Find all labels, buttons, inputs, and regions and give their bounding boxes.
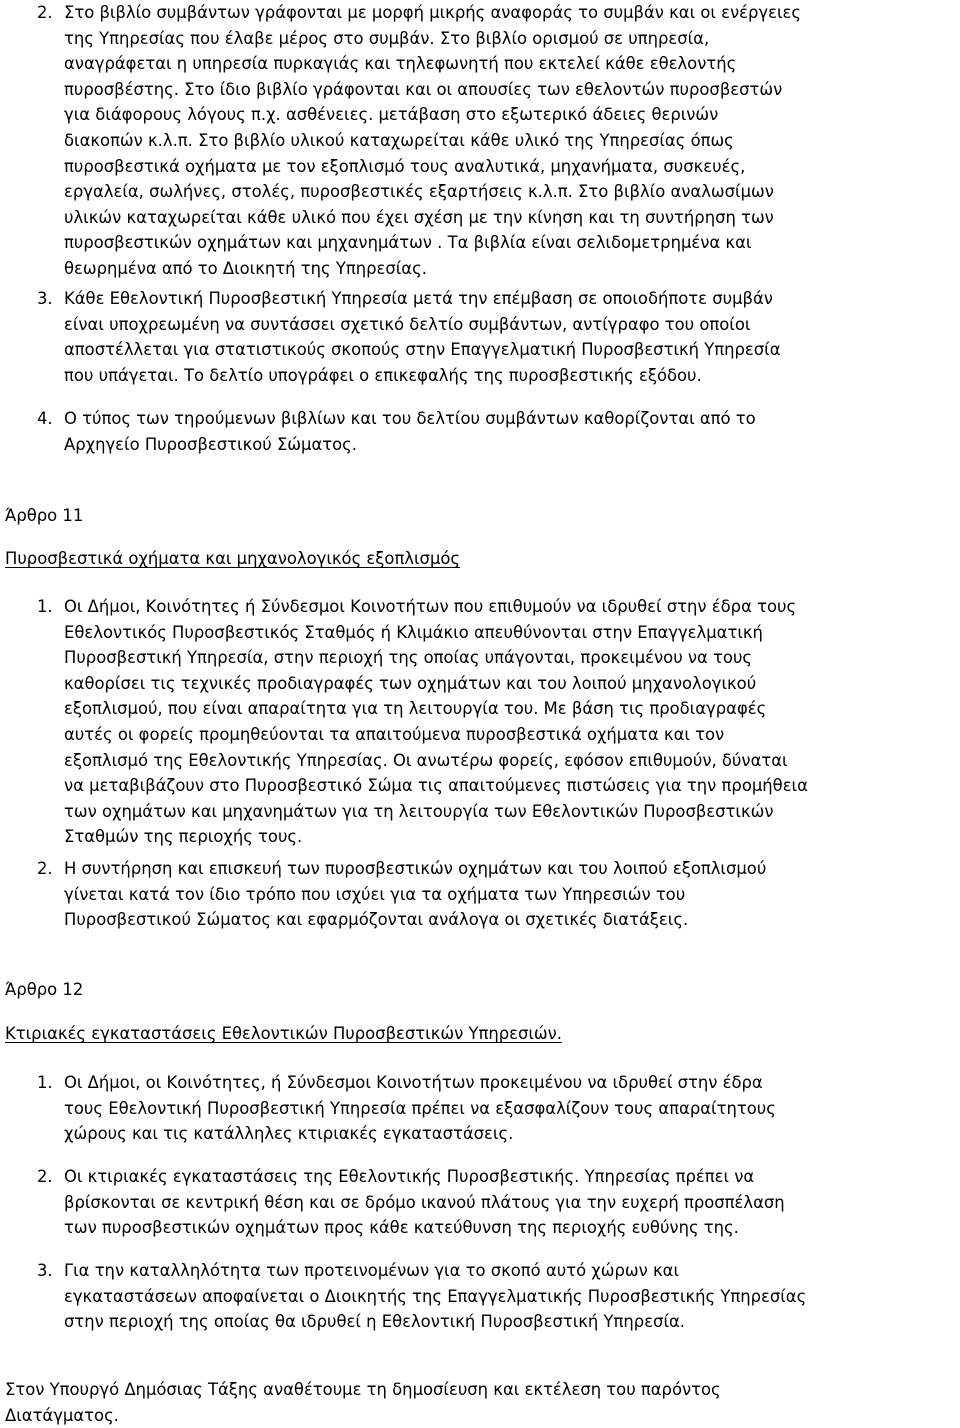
item-number: 4. [37, 409, 53, 428]
text-line: πυροσβέστης. Στο ίδιο βιβλίο γράφονται και οι απουσίες των εθελοντών πυροσβεστών [64, 79, 783, 99]
text-line: των πυροσβεστικών οχημάτων προς κάθε κατεύθυνση της περιοχής ευθύνης της. [64, 1218, 739, 1238]
text-line: είναι υποχρεωμένη να συντάσσει σχετικό δελτίο συμβάντων, αντίγραφο του οποίοι [64, 314, 751, 334]
text-line: αναγράφεται η υπηρεσία πυρκαγιάς και τηλεφωνητή που εκτελεί κάθε εθελοντής [64, 54, 737, 74]
text-line: αποστέλλεται για στατιστικούς σκοπούς στην Επαγγελματική Πυροσβεστική Υπηρεσία [64, 340, 781, 360]
article-11-heading: Άρθρο 11 [5, 506, 84, 525]
text-line: Πυροσβεστικού Σώματος και εφαρμόζονται ανάλογα οι σχετικές διατάξεις. [64, 910, 689, 930]
text-line: Οι Δήμοι, Κοινότητες ή Σύνδεσμοι Κοινοτήτων που επιθυμούν να ιδρυθεί στην έδρα τους [64, 597, 797, 616]
article-12-item-1 [37, 1070, 957, 1147]
intro-item-2 [37, 0, 957, 282]
text-line: που υπάγεται. Το δελτίο υπογράφει ο επικεφαλής της πυροσβεστικής εξόδου. [64, 365, 702, 385]
text-line: Οι κτιριακές εγκαταστάσεις της Εθελοντικής Πυροσβεστικής. Υπηρεσίας πρέπει να [64, 1167, 755, 1186]
text-line: χώρους και τις κατάλληλες κτιριακές εγκαταστάσεις. [64, 1124, 514, 1144]
item-number: 1. [37, 1073, 53, 1092]
text-line: εργαλεία, σωλήνες, στολές, πυροσβεστικές εξαρτήσεις κ.λ.π. Στο βιβλίο αναλωσίμων [64, 182, 774, 202]
text-line: Ο τύπος των τηρούμενων βιβλίων και του δελτίου συμβάντων καθορίζονται από το [64, 409, 756, 428]
article-12-heading: Άρθρο 12 [5, 980, 84, 999]
text-line: Πυροσβεστική Υπηρεσία, στην περιοχή της οποίας υπάγονται, προκειμένου να τους [64, 648, 753, 668]
article-11-item-2 [37, 856, 957, 933]
item-text [64, 1070, 957, 1147]
closing-statement [5, 1377, 855, 1428]
item-text [64, 406, 957, 457]
text-line: καθορίσει τις τεχνικές προδιαγραφές των οχημάτων και του λοιπού μηχανολογικού [64, 673, 757, 693]
item-number: 2. [37, 859, 53, 878]
text-line: εγκαταστάσεων αποφαίνεται ο Διοικητής της Επαγγελματικής Πυροσβεστικής Υπηρεσίας [64, 1286, 807, 1306]
item-text [64, 594, 957, 850]
item-text [64, 1258, 957, 1335]
item-number: 2. [37, 1167, 53, 1186]
item-number: 1. [37, 597, 53, 616]
article-11-item-1 [37, 594, 957, 850]
text-line: υλικών καταχωρείται κάθε υλικό που έχει σχέση με την κίνηση και τη συντήρηση των [64, 207, 774, 227]
text-line: Οι Δήμοι, οι Κοινότητες, ή Σύνδεσμοι Κοινοτήτων προκειμένου να ιδρυθεί στην έδρα [64, 1073, 763, 1092]
article-12-item-2 [37, 1164, 957, 1241]
text-line: για διάφορους λόγους π.χ. ασθένειες. μετάβαση στο εξωτερικό άδειες θερινών [64, 105, 719, 125]
text-line: τους Εθελοντική Πυροσβεστική Υπηρεσία πρέπει να εξασφαλίζουν τους απαραίτητους [64, 1098, 776, 1118]
text-line: Εθελοντικός Πυροσβεστικός Σταθμός ή Κλιμάκιο απευθύνονται στην Επαγγελματική [64, 622, 763, 642]
item-number: 2. [37, 3, 53, 22]
intro-item-4 [37, 406, 957, 457]
text-line: να μεταβιβάζουν στο Πυροσβεστικό Σώμα τις απαιτούμενες πιστώσεις για την προμήθεια [64, 776, 808, 796]
article-11-subtitle: Πυροσβεστικά οχήματα και μηχανολογικός εξοπλισμός [5, 549, 461, 568]
text-line: της Υπηρεσίας που έλαβε μέρος στο συμβάν. Στο βιβλίο ορισμού σε υπηρεσία, [64, 28, 710, 48]
text-line: Η συντήρηση και επισκευή των πυροσβεστικών οχημάτων και του λοιπού εξοπλισμού [64, 859, 767, 878]
text-line: Κάθε Εθελοντική Πυροσβεστική Υπηρεσία μετά την επέμβαση σε οποιοδήποτε συμβάν [64, 289, 773, 308]
text-line: Διατάγματος. [5, 1405, 119, 1425]
text-line: διακοπών κ.λ.π. Στο βιβλίο υλικού καταχωρείται κάθε υλικό της Υπηρεσίας όπως [64, 130, 734, 150]
text-line: αυτές οι φορείς προμηθεύονται τα απαιτούμενα πυροσβεστικά οχήματα και τον [64, 724, 725, 744]
text-line: γίνεται κατά τον ίδιο τρόπο που ισχύει για τα οχήματα των Υπηρεσιών του [64, 884, 686, 904]
item-text [64, 856, 957, 933]
item-text [64, 286, 957, 388]
item-text [64, 0, 957, 282]
item-text [64, 1164, 957, 1241]
item-number: 3. [37, 1261, 53, 1280]
text-line: θεωρημένα από το Διοικητή της Υπηρεσίας. [64, 258, 427, 278]
intro-item-3 [37, 286, 957, 388]
text-line: εξοπλισμού, που είναι απαραίτητα για τη λειτουργία του. Με βάση τις προδιαγραφές [64, 699, 767, 719]
text-line: Σταθμών της περιοχής τους. [64, 827, 303, 847]
item-number: 3. [37, 289, 53, 308]
article-12-item-3 [37, 1258, 957, 1335]
text-line: Για την καταλληλότητα των προτεινομένων για το σκοπό αυτό χώρων και [64, 1261, 680, 1280]
text-line: βρίσκονται σε κεντρική θέση και σε δρόμο ικανού πλάτους για την ευχερή προσπέλαση [64, 1192, 785, 1212]
article-12-subtitle: Κτιριακές εγκαταστάσεις Εθελοντικών Πυροσβεστικών Υπηρεσιών. [5, 1024, 563, 1043]
text-line: Στον Υπουργό Δημόσιας Τάξης αναθέτουμε τη δημοσίευση και εκτέλεση του παρόντος [5, 1380, 721, 1399]
text-line: Στο βιβλίο συμβάντων γράφονται με μορφή μικρής αναφοράς το συμβάν και οι ενέργειες [64, 3, 802, 22]
text-line: πυροσβεστικών οχημάτων και μηχανημάτων . Τα βιβλία είναι σελιδομετρημένα και [64, 233, 752, 253]
text-line: Αρχηγείο Πυροσβεστικού Σώματος. [64, 434, 357, 454]
text-line: των οχημάτων και μηχανημάτων για τη λειτουργία των Εθελοντικών Πυροσβεστικών [64, 801, 774, 821]
text-line: στην περιοχή της οποίας θα ιδρυθεί η Εθελοντική Πυροσβεστική Υπηρεσία. [64, 1312, 686, 1332]
text-line: εξοπλισμό της Εθελοντικής Υπηρεσίας. Οι ανωτέρω φορείς, εφόσον επιθυμούν, δύναται [64, 750, 788, 770]
text-line: πυροσβεστικά οχήματα με τον εξοπλισμό τους αναλυτικά, μηχανήματα, συσκευές, [64, 156, 746, 176]
